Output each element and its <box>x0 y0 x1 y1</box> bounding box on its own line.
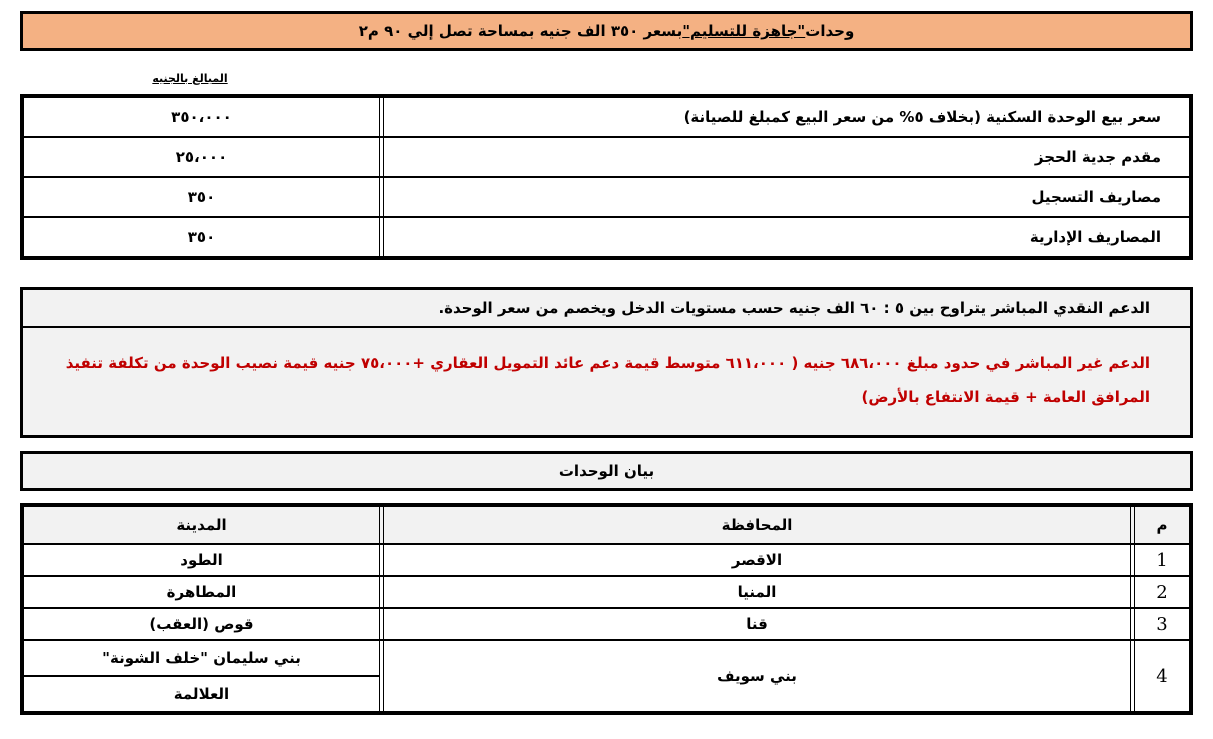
price-value: ٣٥٠،٠٠٠ <box>23 97 380 137</box>
table-row <box>23 608 1190 640</box>
header-governorate: المحافظة <box>383 506 1131 544</box>
city-cell: قوص (العقب) <box>23 608 380 640</box>
price-value: ٣٥٠ <box>23 177 380 217</box>
units-section-title: بيان الوحدات <box>20 451 1193 491</box>
banner-suffix: بسعر ٣٥٠ الف جنيه بمساحة تصل إلي ٩٠ م٢ <box>358 22 683 40</box>
price-label: مقدم جدية الحجز <box>383 137 1190 177</box>
city-cell: العلالمة <box>23 676 380 712</box>
price-label: سعر بيع الوحدة السكنية (بخلاف ٥% من سعر البيع كمبلغ للصيانة) <box>383 97 1190 137</box>
header-city: المدينة <box>23 506 380 544</box>
price-value: ٣٥٠ <box>23 217 380 257</box>
governorate-cell: قنا <box>383 608 1131 640</box>
banner-highlight: "جاهزة للتسليم" <box>682 22 806 40</box>
row-number: 4 <box>1134 640 1190 712</box>
table-row <box>23 576 1190 608</box>
indirect-support-text: الدعم غير المباشر في حدود مبلغ ٦٨٦،٠٠٠ جنيه ( ٦١١،٠٠٠ متوسط قيمة دعم عائد التمويل العقاري +٧٥،٠٠٠ جنيه قيمة نصيب الوحدة من تكلفة تنفيذ المرافق العامة + قيمة الانتفاع بالأرض) <box>65 354 1150 406</box>
row-number: 2 <box>1134 576 1190 608</box>
table-row <box>23 640 1190 676</box>
governorate-cell: بني سويف <box>383 640 1131 712</box>
support-box <box>20 287 1193 438</box>
currency-note: المبالغ بالجنيه <box>152 72 228 85</box>
page-banner <box>20 11 1193 51</box>
price-row-sale <box>23 97 1190 137</box>
price-row-admin <box>23 217 1190 257</box>
city-cell: المطاهرة <box>23 576 380 608</box>
units-table-header <box>23 506 1190 544</box>
price-row-registration <box>23 177 1190 217</box>
price-value: ٢٥،٠٠٠ <box>23 137 380 177</box>
row-number: 1 <box>1134 544 1190 576</box>
price-table <box>20 94 1193 260</box>
price-row-deposit <box>23 137 1190 177</box>
units-table <box>20 503 1193 715</box>
banner-prefix: وحدات <box>805 22 855 40</box>
city-cell: الطود <box>23 544 380 576</box>
header-number: م <box>1134 506 1190 544</box>
table-row <box>23 544 1190 576</box>
governorate-cell: المنيا <box>383 576 1131 608</box>
direct-support-text: الدعم النقدي المباشر يتراوح بين ٥ : ٦٠ الف جنيه حسب مستويات الدخل ويخصم من سعر الوحدة. <box>23 290 1190 328</box>
row-number: 3 <box>1134 608 1190 640</box>
price-label: المصاريف الإدارية <box>383 217 1190 257</box>
city-cell: بني سليمان "خلف الشونة" <box>23 640 380 676</box>
price-label: مصاريف التسجيل <box>383 177 1190 217</box>
governorate-cell: الاقصر <box>383 544 1131 576</box>
